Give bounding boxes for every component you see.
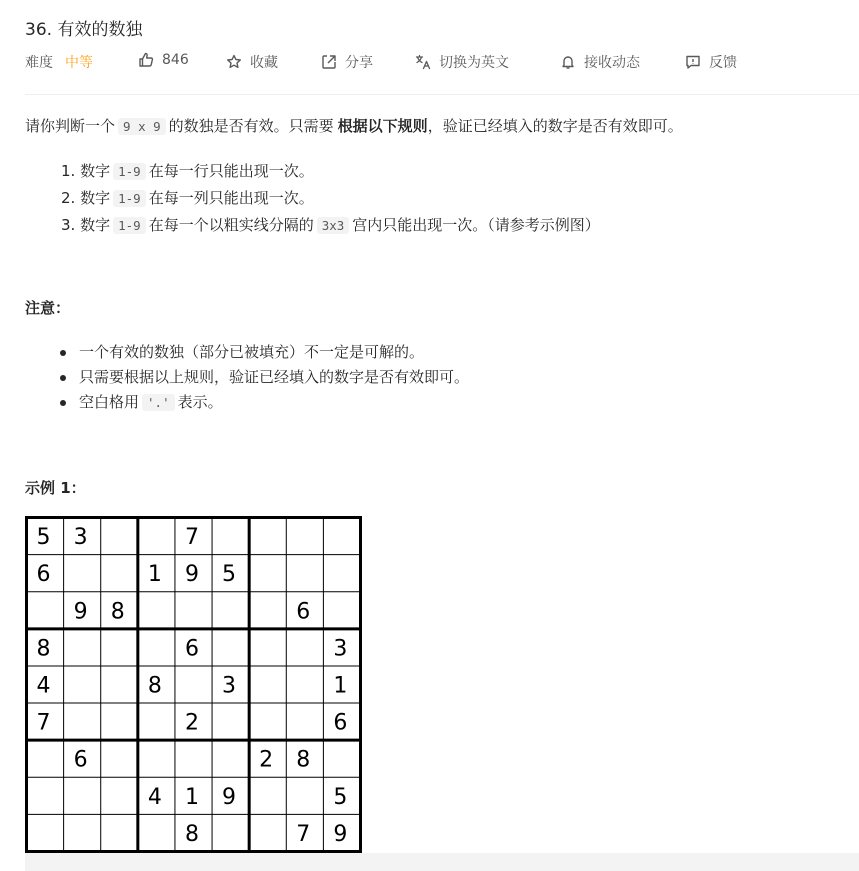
- feedback-label: 反馈: [709, 55, 737, 71]
- bullet: [60, 400, 66, 406]
- sudoku-cell-value: 7: [184, 525, 199, 551]
- sudoku-cell-value: 8: [184, 821, 199, 847]
- rule-text: 数字: [80, 162, 111, 180]
- note-item: [60, 340, 469, 365]
- intro-text-3: ，验证已经填入的数字是否有效即可。: [427, 117, 683, 135]
- rule-number: 2.: [61, 189, 76, 207]
- sudoku-cell-value: 8: [147, 673, 162, 699]
- feedback-icon: [685, 54, 701, 70]
- sudoku-cell-value: 3: [222, 673, 237, 699]
- switch-language-button[interactable]: [415, 52, 509, 72]
- sudoku-cell-value: 8: [296, 747, 311, 773]
- like-count: 846: [162, 52, 189, 68]
- note-text: 空白格用: [79, 393, 140, 411]
- favorite-label: 收藏: [250, 55, 278, 71]
- sudoku-cell-value: 4: [36, 673, 51, 699]
- difficulty-badge: 中等: [65, 55, 93, 71]
- inline-code: 3x3: [317, 217, 350, 234]
- bell-icon: [560, 54, 576, 70]
- sudoku-cell-value: 7: [296, 821, 311, 847]
- rule-text: 数字: [80, 216, 111, 234]
- note-heading: 注意：: [25, 299, 71, 317]
- sudoku-cell-value: 9: [73, 599, 88, 625]
- sudoku-cell-value: 9: [222, 784, 237, 810]
- inline-code: 1-9: [113, 190, 146, 207]
- note-item: [60, 365, 469, 390]
- rule-item: [61, 185, 600, 212]
- rule-text: 在每一行只能出现一次。: [148, 162, 314, 180]
- inline-code: 1-9: [113, 217, 146, 234]
- sudoku-cell-value: 5: [333, 784, 348, 810]
- sudoku-cell-value: 8: [36, 636, 51, 662]
- sudoku-cell-value: 9: [184, 562, 199, 588]
- sudoku-cell-value: 5: [222, 562, 237, 588]
- intro-text-2: 的数独是否有效。只需要: [168, 117, 334, 135]
- sudoku-cell-value: 2: [259, 747, 274, 773]
- difficulty: [25, 52, 93, 72]
- rule-text: 数字: [80, 189, 111, 207]
- rule-text: 在每一列只能出现一次。: [148, 189, 314, 207]
- inline-code: 1-9: [113, 163, 146, 180]
- rule-text: 在每一个以粗实线分隔的: [148, 216, 314, 234]
- intro-paragraph: [25, 114, 683, 139]
- bullet: [60, 375, 66, 381]
- like-button[interactable]: [138, 52, 189, 68]
- sudoku-cell-value: 6: [184, 636, 199, 662]
- sudoku-cell-value: 7: [36, 710, 51, 736]
- thumbs-up-icon: [138, 52, 154, 68]
- share-icon: [321, 54, 337, 70]
- share-button[interactable]: [321, 52, 373, 72]
- note-text: 只需要根据以上规则，验证已经填入的数字是否有效即可。: [79, 368, 470, 386]
- notes-list: [60, 340, 469, 415]
- notify-button[interactable]: [560, 52, 640, 72]
- sudoku-cell-value: 1: [184, 784, 199, 810]
- intro-bold: 根据以下规则: [337, 117, 428, 135]
- feedback-button[interactable]: [685, 52, 737, 72]
- code-block: [25, 853, 859, 871]
- sudoku-cell-value: 8: [110, 599, 125, 625]
- sudoku-cell-value: 3: [73, 525, 88, 551]
- note-text: 表示。: [177, 393, 223, 411]
- sudoku-cell-value: 3: [333, 636, 348, 662]
- sudoku-cell-value: 6: [73, 747, 88, 773]
- rule-number: 3.: [61, 216, 76, 234]
- rules-list: [61, 158, 600, 239]
- sudoku-cell-value: 2: [184, 710, 199, 736]
- intro-text-1: 请你判断一个: [25, 117, 116, 135]
- rule-item: [61, 158, 600, 185]
- note-item: [60, 390, 469, 415]
- sudoku-board: [25, 516, 362, 853]
- share-label: 分享: [345, 55, 373, 71]
- sudoku-cell-value: 6: [296, 599, 311, 625]
- difficulty-label: 难度: [25, 55, 53, 71]
- bullet: [60, 350, 66, 356]
- sudoku-cell-value: 6: [36, 562, 51, 588]
- rule-text: 宫内只能出现一次。（请参考示例图）: [352, 216, 600, 234]
- sudoku-cell-value: 9: [333, 821, 348, 847]
- sudoku-cell-value: 1: [147, 562, 162, 588]
- note-text: 一个有效的数独（部分已被填充）不一定是可解的。: [79, 343, 425, 361]
- favorite-button[interactable]: [226, 52, 278, 72]
- sudoku-example-image: [25, 516, 362, 853]
- notify-label: 接收动态: [584, 55, 640, 71]
- inline-code: 9 x 9: [118, 118, 166, 135]
- example-heading: 示例 1：: [25, 479, 86, 497]
- rule-item: [61, 212, 600, 239]
- sudoku-cell-value: 1: [333, 673, 348, 699]
- divider: [25, 94, 859, 95]
- sudoku-cell-value: 5: [36, 525, 51, 551]
- inline-code: '.': [142, 394, 175, 411]
- rule-number: 1.: [61, 162, 76, 180]
- star-icon: [226, 54, 242, 70]
- translate-icon: [415, 54, 431, 70]
- problem-title: 36. 有效的数独: [25, 20, 143, 40]
- sudoku-cell-value: 6: [333, 710, 348, 736]
- switch-language-label: 切换为英文: [439, 55, 509, 71]
- sudoku-cell-value: 4: [147, 784, 162, 810]
